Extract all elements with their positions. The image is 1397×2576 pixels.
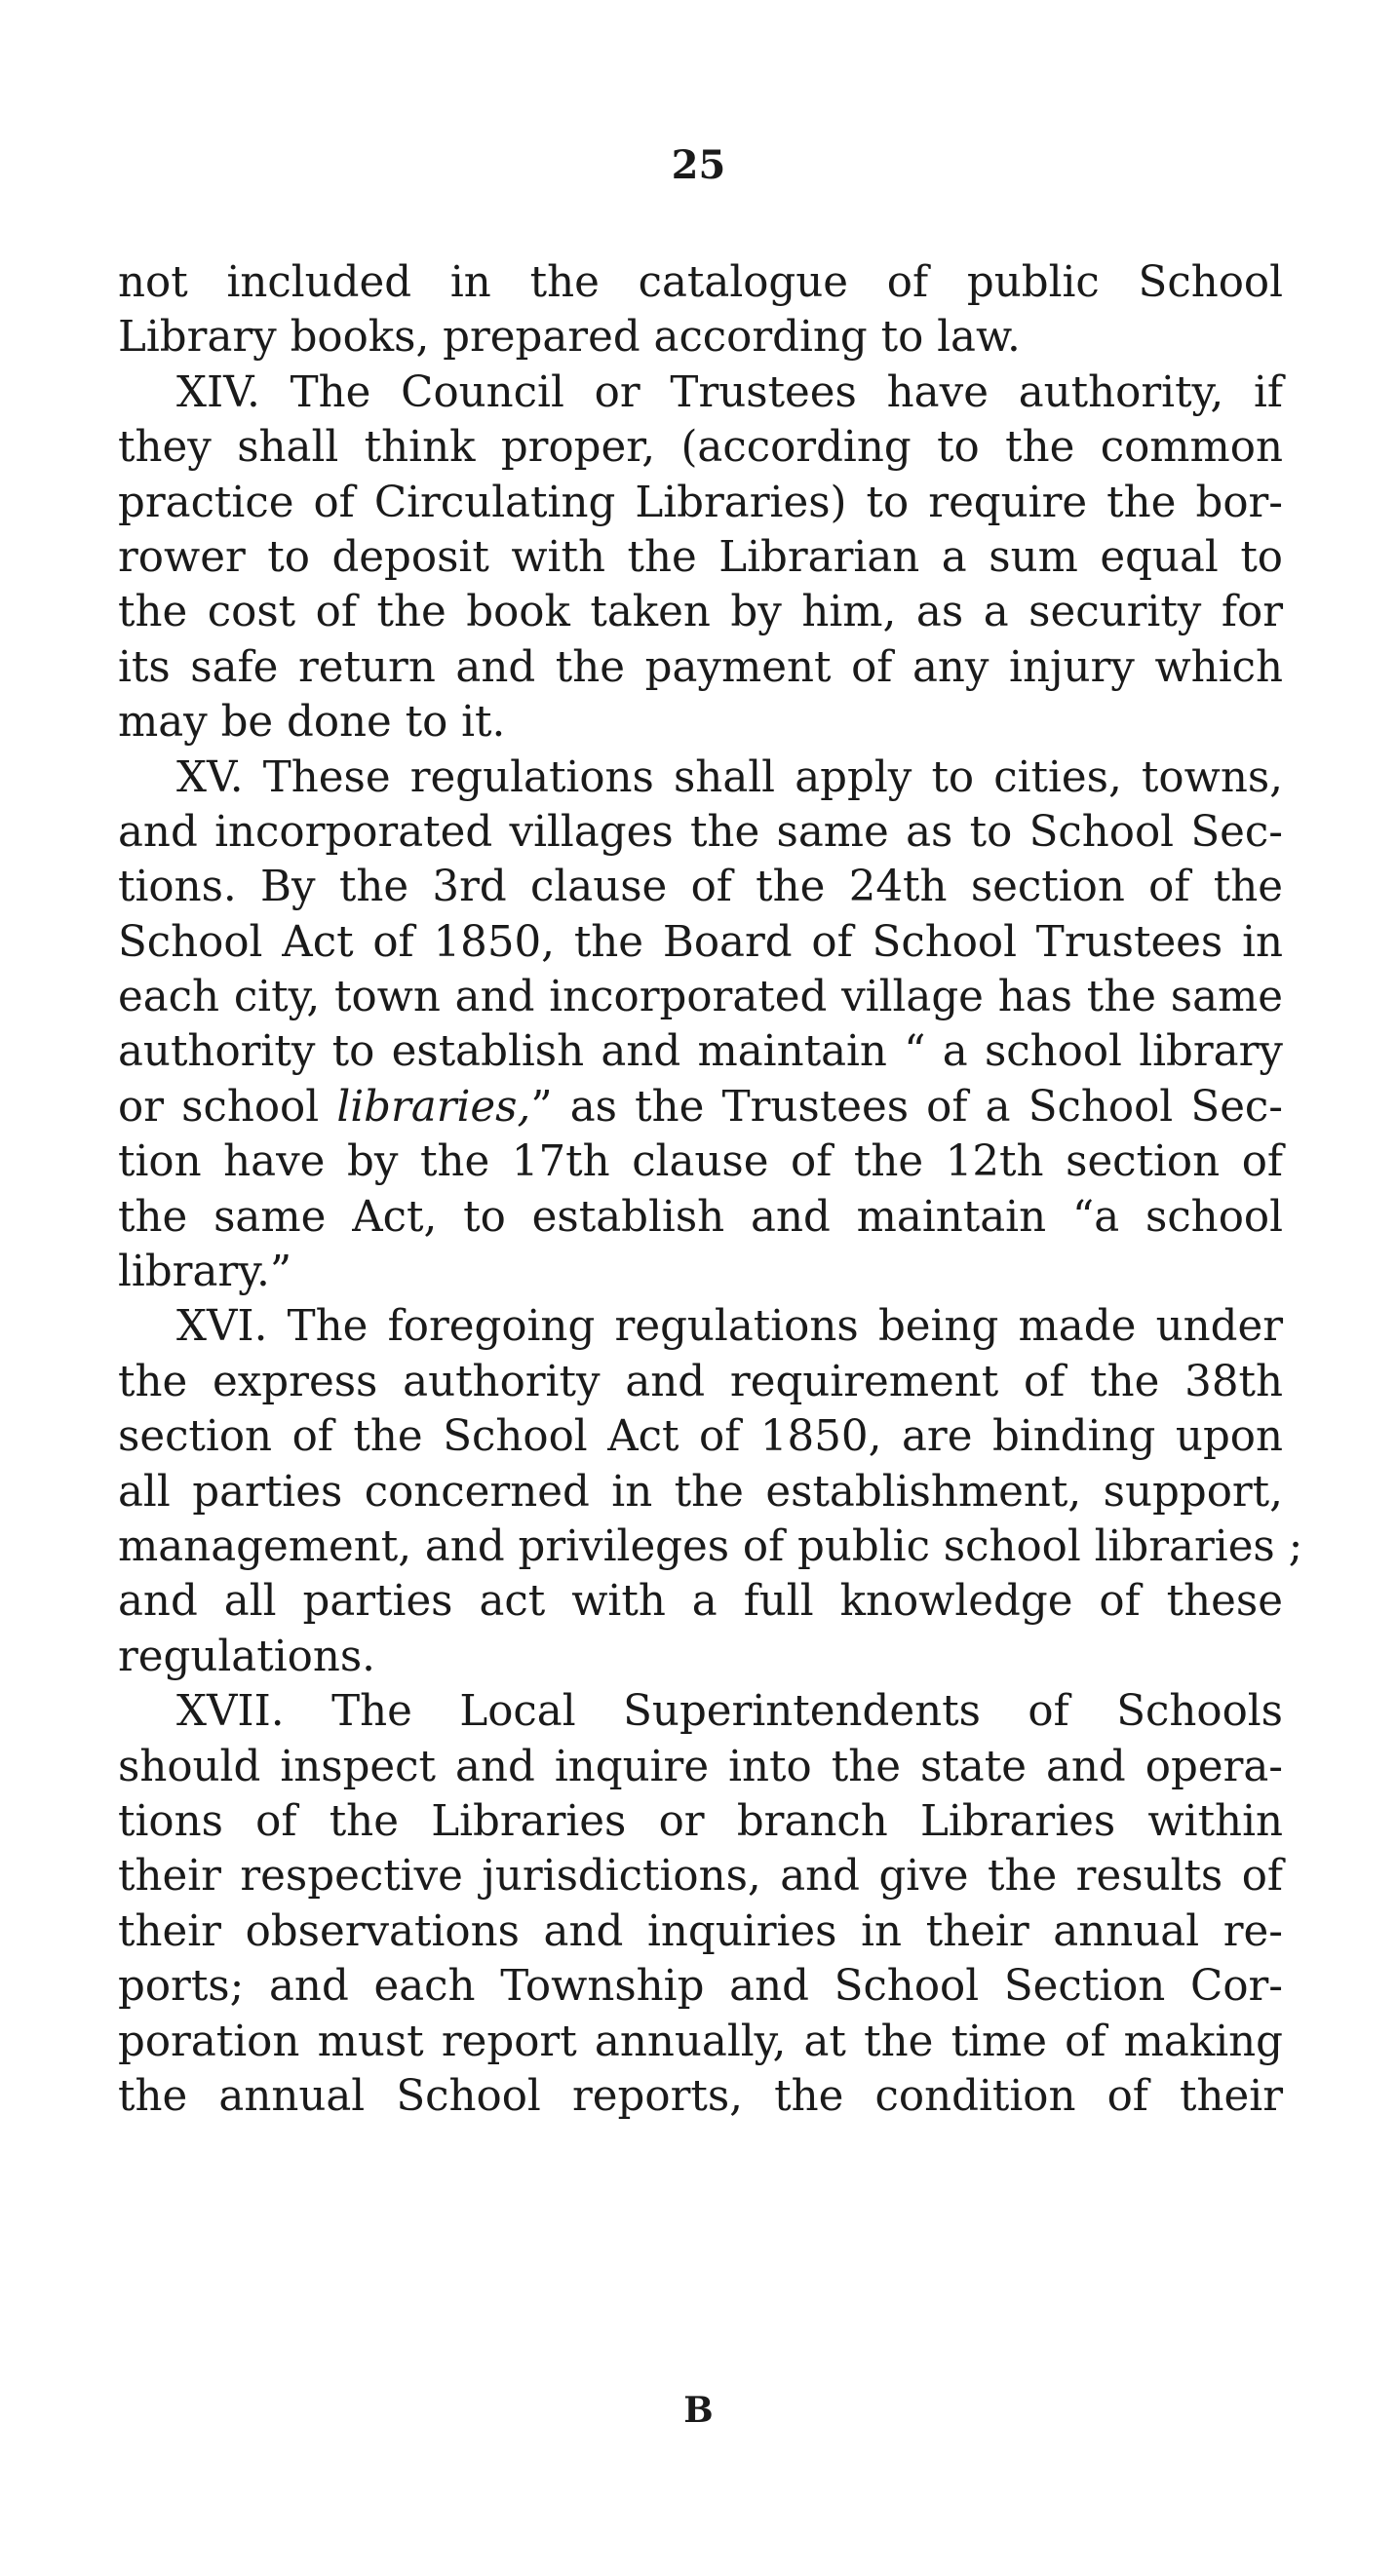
signature-mark: B <box>683 2390 714 2431</box>
text-line: tion have by the 17th clause of the 12th section of <box>118 1137 1283 1187</box>
text-line: their respective jurisdictions, and give the results of <box>118 1852 1283 1902</box>
text-line: School Act of 1850, the Board of School Trustees in <box>118 917 1283 967</box>
text-line: its safe return and the payment of any injury which <box>118 642 1283 692</box>
text-line: tions of the Libraries or branch Libraries within <box>118 1796 1283 1846</box>
text-line: management, and privileges of public school libraries ; <box>118 1521 1303 1571</box>
page-number: 25 <box>671 142 726 188</box>
text-line: and all parties act with a full knowledge of these <box>118 1577 1283 1627</box>
text-line: their observations and inquiries in their annual re- <box>118 1906 1283 1956</box>
italic-text-segment: libraries, <box>336 1082 531 1132</box>
text-line: regulations. <box>118 1632 375 1681</box>
text-line: they shall think proper, (according to the common <box>118 423 1283 473</box>
text-line: practice of Circulating Libraries) to require the bor- <box>118 478 1283 527</box>
text-line: not included in the catalogue of public School <box>118 258 1283 307</box>
text-line: should inspect and inquire into the state and opera- <box>118 1742 1283 1791</box>
text-line: the express authority and requirement of the 38th <box>118 1357 1283 1406</box>
text-line: authority to establish and maintain “ a school library <box>118 1027 1283 1077</box>
text-line: the same Act, to establish and maintain “a school <box>118 1192 1283 1242</box>
text-line: XV. These regulations shall apply to cities, towns, <box>176 752 1283 802</box>
text-line: XIV. The Council or Trustees have authority, if <box>176 367 1283 417</box>
text-line <box>118 1080 1283 1134</box>
text-line: library.” <box>118 1248 292 1297</box>
text-line: tions. By the 3rd clause of the 24th section of the <box>118 863 1283 912</box>
text-line: Library books, prepared according to law. <box>118 313 1021 363</box>
text-segment: or school <box>118 1082 337 1132</box>
body-text <box>118 255 1303 2124</box>
text-line: may be done to it. <box>118 698 506 748</box>
text-line: ports; and each Township and School Section Cor- <box>118 1962 1283 2012</box>
text-line: the annual School reports, the condition of their <box>118 2071 1283 2121</box>
text-line: the cost of the book taken by him, as a security for <box>118 588 1283 637</box>
text-line: all parties concerned in the establishment, support, <box>118 1467 1283 1517</box>
text-line: XVII. The Local Superintendents of Schools <box>176 1687 1283 1737</box>
text-line: each city, town and incorporated village has the same <box>118 973 1283 1022</box>
text-line: and incorporated villages the same as to School Sec- <box>118 807 1283 857</box>
text-line: XVI. The foregoing regulations being made under <box>176 1302 1283 1352</box>
text-line: rower to deposit with the Librarian a sum equal to <box>118 532 1283 582</box>
text-line: poration must report annually, at the time of making <box>118 2017 1283 2066</box>
text-line: section of the School Act of 1850, are binding upon <box>118 1412 1283 1462</box>
text-segment: ” as the Trustees of a School Sec- <box>530 1082 1283 1132</box>
